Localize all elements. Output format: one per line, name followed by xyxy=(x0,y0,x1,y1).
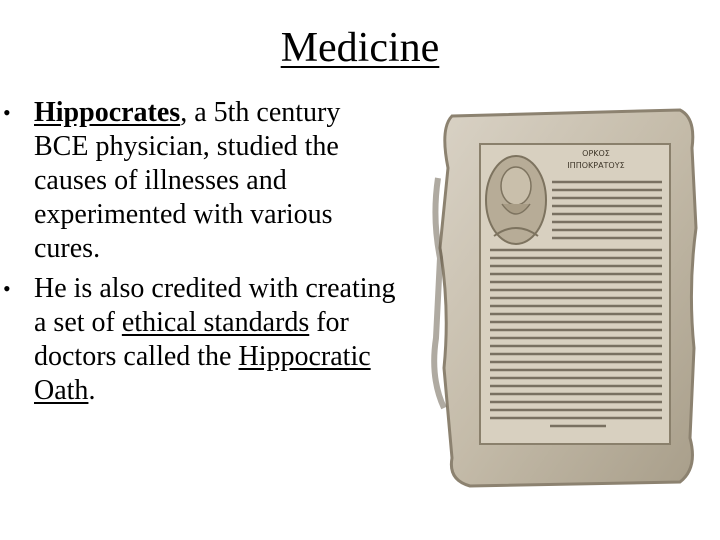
bullet-dot-icon: • xyxy=(3,100,11,125)
hippocrates-term[interactable]: Hippocrates xyxy=(34,97,181,128)
caption-line-1: ΟΡΚΟΣ xyxy=(582,149,610,158)
hippocratic-oath-tablet-image xyxy=(430,108,700,488)
bullet-dot-icon: • xyxy=(3,276,11,301)
ethical-standards-link[interactable]: ethical standards xyxy=(121,307,310,338)
bullet-text: . xyxy=(88,375,96,406)
hippocrates-relief xyxy=(486,156,546,244)
bullet-text: , a 5th century BCE physician, studied the causes of illnesses and experimented with various cures. xyxy=(34,97,341,264)
hippocratic-oath-link[interactable]: Hippocratic Oath xyxy=(34,341,371,406)
bullet-text: for doctors called the xyxy=(34,307,349,372)
bullet-item-oath xyxy=(0,272,400,408)
slide-title xyxy=(0,24,720,72)
bullet-item-hippocrates xyxy=(0,96,400,266)
bullet-text: He is also credited with creating a set of xyxy=(34,273,396,338)
bullet-list xyxy=(0,96,400,414)
caption-line-2: ΙΠΠΟΚΡΑΤΟΥΣ xyxy=(567,161,625,170)
slide-title-text: Medicine xyxy=(280,25,440,71)
